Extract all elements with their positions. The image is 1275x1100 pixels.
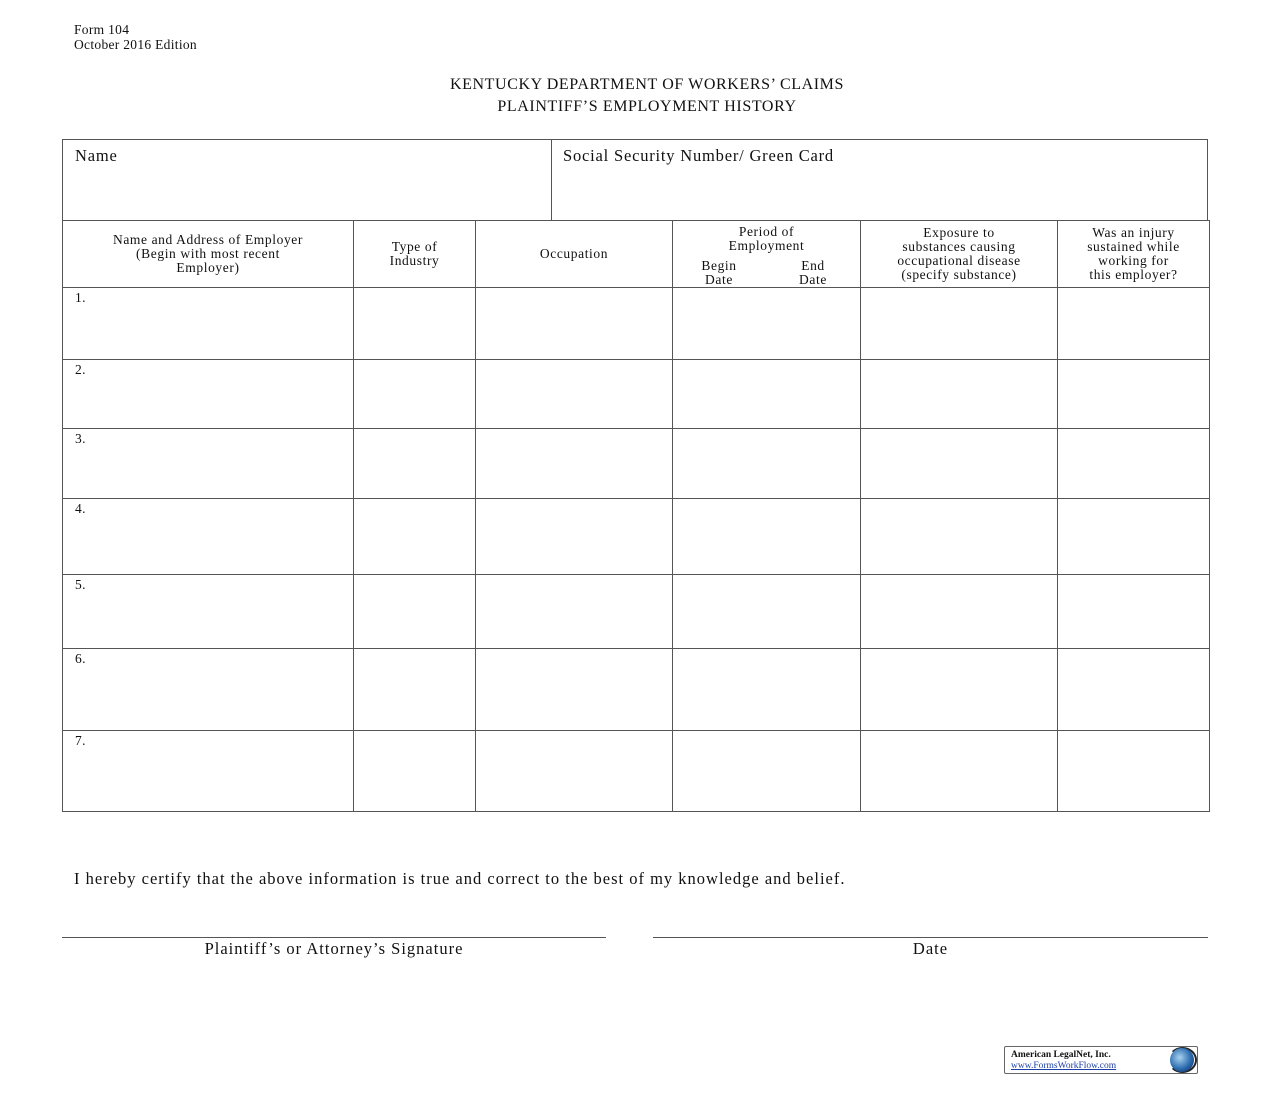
period-title: Period of Employment [728,224,805,253]
employer-cell[interactable] [63,288,354,360]
employer-cell[interactable] [63,360,354,429]
industry-cell[interactable] [354,731,476,812]
employer-cell[interactable] [63,731,354,812]
exposure-cell[interactable] [861,288,1058,360]
table-row [63,360,1210,429]
end-date-label: End Date [799,258,827,287]
exposure-cell[interactable] [861,429,1058,499]
employment-history-table [62,220,1210,812]
period-cell[interactable] [673,649,861,731]
employer-cell[interactable] [63,499,354,575]
table-row [63,649,1210,731]
occupation-cell[interactable] [476,499,673,575]
vendor-url-link[interactable]: www.FormsWorkFlow.com [1011,1061,1117,1071]
period-cell[interactable] [673,429,861,499]
row-number: 2. [75,362,86,377]
industry-cell[interactable] [354,499,476,575]
name-field-label: Name [75,146,118,165]
date-label: Date [912,939,949,958]
period-cell[interactable] [673,288,861,360]
period-cell[interactable] [673,731,861,812]
col-header-industry: Type of Industry [354,221,476,288]
table-row [63,499,1210,575]
form-identifier [74,22,197,52]
ssn-field-label: Social Security Number/ Green Card [563,146,834,165]
industry-cell[interactable] [354,288,476,360]
row-number: 7. [75,733,86,748]
title-form-name: PLAINTIFF’S EMPLOYMENT HISTORY [497,98,797,115]
occupation-cell[interactable] [476,288,673,360]
period-cell[interactable] [673,360,861,429]
table-row [63,429,1210,499]
col-header-period [673,221,861,288]
col-header-exposure: Exposure to substances causing occupational disease (specify substance) [861,221,1058,288]
row-number: 1. [75,290,86,305]
form-number: Form 104 [74,22,130,37]
table-row [63,731,1210,812]
form-edition: October 2016 Edition [74,37,197,52]
signature-label: Plaintiff’s or Attorney’s Signature [204,939,464,958]
employer-cell[interactable] [63,429,354,499]
injury-cell[interactable] [1058,731,1210,812]
employer-cell[interactable] [63,649,354,731]
occupation-cell[interactable] [476,575,673,649]
exposure-cell[interactable] [861,499,1058,575]
period-cell[interactable] [673,575,861,649]
certification-statement: I hereby certify that the above information is true and correct to the best of my knowledge and belief. [74,869,846,888]
vendor-company-name: American LegalNet, Inc. [1011,1050,1111,1060]
row-number: 4. [75,501,86,516]
table-header-row [63,221,1210,288]
globe-icon [1170,1048,1194,1072]
col-header-employer: Name and Address of Employer (Begin with most recent Employer) [63,221,354,288]
title-department: KENTUCKY DEPARTMENT OF WORKERS’ CLAIMS [449,76,845,93]
row-number: 5. [75,577,86,592]
row-number: 6. [75,651,86,666]
exposure-cell[interactable] [861,649,1058,731]
form-title [0,74,1275,118]
exposure-cell[interactable] [861,731,1058,812]
employer-cell[interactable] [63,575,354,649]
col-header-injury: Was an injury sustained while working for this employer? [1058,221,1210,288]
injury-cell[interactable] [1058,499,1210,575]
injury-cell[interactable] [1058,649,1210,731]
plaintiff-identity-box [62,139,1208,220]
occupation-cell[interactable] [476,649,673,731]
injury-cell[interactable] [1058,360,1210,429]
col-header-occupation: Occupation [476,221,673,288]
period-cell[interactable] [673,499,861,575]
industry-cell[interactable] [354,429,476,499]
occupation-cell[interactable] [476,731,673,812]
injury-cell[interactable] [1058,575,1210,649]
exposure-cell[interactable] [861,360,1058,429]
injury-cell[interactable] [1058,429,1210,499]
date-line[interactable] [653,937,1208,938]
table-row [63,575,1210,649]
injury-cell[interactable] [1058,288,1210,360]
occupation-cell[interactable] [476,360,673,429]
industry-cell[interactable] [354,649,476,731]
table-row [63,288,1210,360]
begin-date-label: Begin Date [701,258,737,287]
exposure-cell[interactable] [861,575,1058,649]
industry-cell[interactable] [354,575,476,649]
signature-line[interactable] [62,937,606,938]
industry-cell[interactable] [354,360,476,429]
row-number: 3. [75,431,86,446]
occupation-cell[interactable] [476,429,673,499]
identity-divider [551,140,552,221]
vendor-logo[interactable] [1004,1046,1198,1074]
